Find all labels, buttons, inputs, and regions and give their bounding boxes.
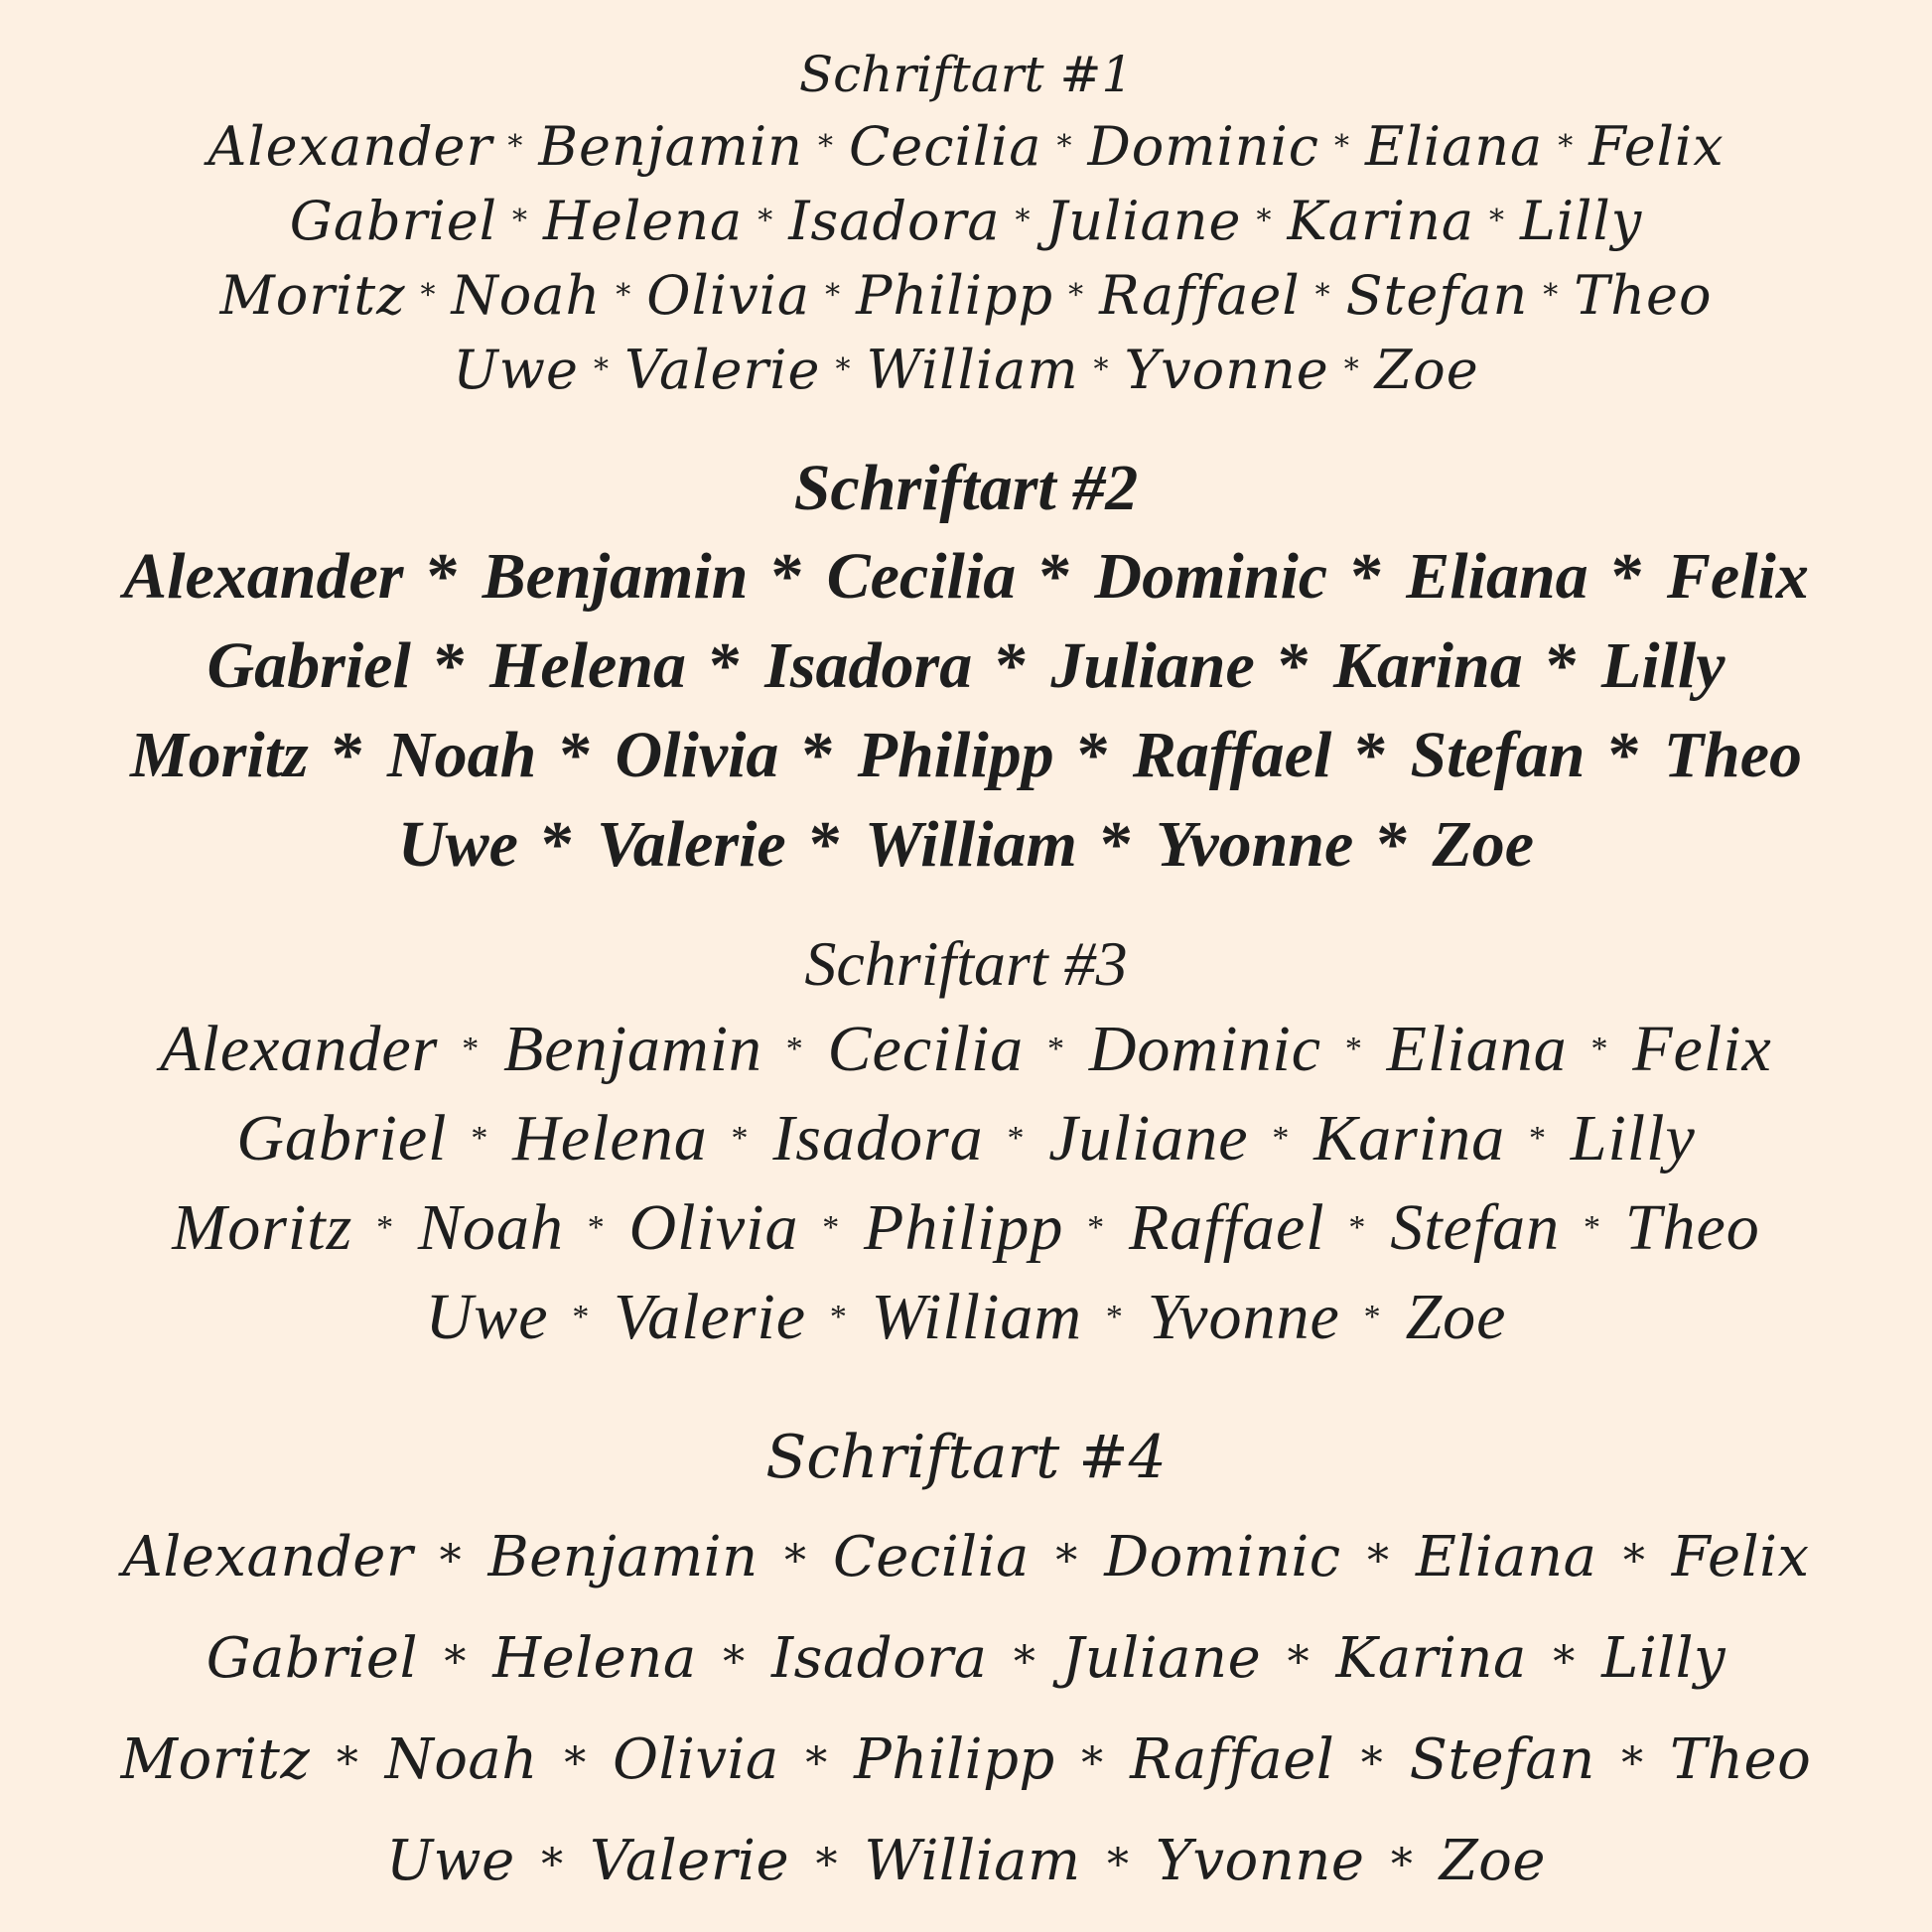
name-sample: Karina — [1335, 1626, 1527, 1691]
separator-asterisk: * — [444, 1637, 467, 1688]
name-line — [0, 1005, 1932, 1094]
name-sample: Valerie — [597, 808, 786, 881]
name-sample: Isadora — [772, 1102, 984, 1174]
name-line — [0, 1273, 1932, 1362]
name-sample: Gabriel — [207, 629, 411, 702]
separator-asterisk: * — [1277, 629, 1311, 702]
separator-asterisk: * — [1360, 1738, 1384, 1789]
name-sample: Philipp — [856, 264, 1054, 327]
name-sample: Valerie — [623, 339, 821, 401]
name-sample: Olivia — [646, 264, 811, 327]
name-sample: Stefan — [1409, 1727, 1595, 1792]
separator-asterisk: * — [1545, 629, 1579, 702]
separator-asterisk: * — [770, 540, 804, 613]
separator-asterisk: * — [822, 1209, 841, 1246]
name-sample: Yvonne — [1155, 1829, 1365, 1893]
separator-asterisk: * — [1363, 1299, 1382, 1335]
name-sample: Helena — [512, 1102, 708, 1174]
name-sample: Lilly — [1601, 1626, 1726, 1691]
font-section-heading: Schriftart #3 — [804, 928, 1128, 999]
separator-asterisk: * — [1272, 1120, 1291, 1157]
name-line — [0, 1811, 1932, 1912]
name-sample: Olivia — [613, 1727, 779, 1792]
name-line — [0, 1507, 1932, 1608]
name-lines — [0, 1005, 1932, 1362]
separator-asterisk: * — [1081, 1738, 1104, 1789]
separator-asterisk: * — [462, 1031, 481, 1067]
font-section-4 — [0, 1408, 1932, 1912]
name-sample: Benjamin — [502, 1013, 762, 1085]
separator-asterisk: * — [540, 808, 574, 881]
name-lines — [0, 532, 1932, 890]
font-section-heading: Schriftart #2 — [793, 452, 1139, 524]
separator-asterisk: * — [784, 1536, 807, 1587]
separator-asterisk: * — [564, 1738, 587, 1789]
separator-asterisk: * — [825, 278, 842, 313]
separator-asterisk: * — [433, 629, 467, 702]
name-sample: Moritz — [120, 1727, 311, 1792]
separator-asterisk: * — [1068, 278, 1085, 313]
separator-asterisk: * — [541, 1840, 564, 1890]
name-sample: Theo — [1624, 1191, 1760, 1264]
name-sample: Benjamin — [482, 540, 749, 613]
separator-asterisk: * — [1621, 1738, 1644, 1789]
name-sample: Zoe — [1432, 808, 1535, 881]
name-line — [0, 532, 1932, 621]
name-sample: Felix — [1632, 1013, 1772, 1085]
separator-asterisk: * — [1076, 719, 1110, 791]
separator-asterisk: * — [815, 1840, 838, 1890]
name-sample: Benjamin — [538, 115, 803, 178]
name-sample: Helena — [542, 190, 744, 252]
separator-asterisk: * — [1099, 808, 1133, 881]
name-sample: Karina — [1287, 190, 1475, 252]
separator-asterisk: * — [785, 1031, 804, 1067]
separator-asterisk: * — [1350, 540, 1384, 613]
name-sample: Juliane — [1048, 1102, 1249, 1174]
name-sample: Zoe — [1439, 1829, 1547, 1893]
name-sample: Moritz — [129, 719, 309, 791]
name-sample: Moritz — [172, 1191, 353, 1264]
name-sample: Uwe — [397, 808, 518, 881]
name-sample: Philipp — [857, 719, 1054, 791]
separator-asterisk: * — [758, 204, 774, 238]
separator-asterisk: * — [731, 1120, 750, 1157]
separator-asterisk: * — [801, 719, 835, 791]
separator-asterisk: * — [1344, 1031, 1363, 1067]
separator-asterisk: * — [1367, 1536, 1390, 1587]
name-line — [0, 1710, 1932, 1811]
separator-asterisk: * — [1055, 1536, 1078, 1587]
name-sample: Yvonne — [1156, 808, 1354, 881]
name-sample: Valerie — [590, 1829, 790, 1893]
font-section-heading: Schriftart #4 — [765, 1423, 1167, 1492]
name-sample: Lilly — [1570, 1102, 1696, 1174]
name-sample: Karina — [1313, 1102, 1506, 1174]
separator-asterisk: * — [1583, 1209, 1601, 1246]
name-sample: Juliane — [1050, 629, 1255, 702]
separator-asterisk: * — [1007, 1120, 1026, 1157]
separator-asterisk: * — [616, 278, 632, 313]
separator-asterisk: * — [1622, 1536, 1646, 1587]
separator-asterisk: * — [1489, 204, 1506, 238]
name-sample: Eliana — [1406, 540, 1588, 613]
name-sample: Stefan — [1345, 264, 1529, 327]
separator-asterisk: * — [1334, 129, 1351, 164]
separator-asterisk: * — [1528, 1120, 1547, 1157]
separator-asterisk: * — [1553, 1637, 1576, 1688]
name-sample: Lilly — [1600, 629, 1725, 702]
separator-asterisk: * — [1314, 278, 1331, 313]
name-sample: Cecilia — [832, 1525, 1030, 1589]
separator-asterisk: * — [829, 1299, 848, 1335]
name-sample: Philipp — [854, 1727, 1055, 1792]
name-sample: Gabriel — [289, 190, 497, 252]
separator-asterisk: * — [1348, 1209, 1367, 1246]
name-sample: William — [871, 1281, 1083, 1353]
name-sample: Olivia — [628, 1191, 799, 1264]
name-sample: Eliana — [1365, 115, 1544, 178]
separator-asterisk: * — [709, 629, 743, 702]
name-line — [0, 258, 1932, 333]
name-sample: Noah — [451, 264, 602, 327]
name-lines — [0, 109, 1932, 407]
name-sample: Helena — [488, 629, 686, 702]
name-sample: Theo — [1574, 264, 1713, 327]
separator-asterisk: * — [1087, 1209, 1106, 1246]
separator-asterisk: * — [1287, 1637, 1311, 1688]
name-sample: Gabriel — [236, 1102, 448, 1174]
separator-asterisk: * — [587, 1209, 606, 1246]
separator-asterisk: * — [559, 719, 593, 791]
separator-asterisk: * — [1093, 352, 1110, 387]
name-sample: Felix — [1671, 1525, 1810, 1589]
name-sample: Eliana — [1415, 1525, 1597, 1589]
name-line — [0, 1183, 1932, 1273]
name-line — [0, 184, 1932, 258]
separator-asterisk: * — [1376, 808, 1410, 881]
name-sample: Alexander — [122, 1525, 414, 1589]
name-sample: Juliane — [1061, 1626, 1262, 1691]
separator-asterisk: * — [1543, 278, 1560, 313]
name-sample: Yvonne — [1124, 339, 1329, 401]
name-sample: Uwe — [453, 339, 579, 401]
font-section-heading: Schriftart #1 — [798, 46, 1134, 103]
separator-asterisk: * — [376, 1209, 395, 1246]
name-sample: Karina — [1332, 629, 1523, 702]
separator-asterisk: * — [1105, 1299, 1124, 1335]
name-sample: Juliane — [1045, 190, 1242, 252]
name-sample: Raffael — [1130, 1727, 1335, 1792]
name-sample: Gabriel — [206, 1626, 418, 1691]
separator-asterisk: * — [1046, 1031, 1065, 1067]
name-line — [0, 333, 1932, 407]
name-sample: Moritz — [219, 264, 406, 327]
name-line — [0, 711, 1932, 800]
name-sample: William — [866, 339, 1079, 401]
separator-asterisk: * — [805, 1738, 828, 1789]
name-sample: Alexander — [123, 540, 404, 613]
separator-asterisk: * — [1558, 129, 1575, 164]
separator-asterisk: * — [511, 204, 528, 238]
name-sample: Stefan — [1390, 1191, 1561, 1264]
name-sample: Felix — [1588, 115, 1725, 178]
name-line — [0, 1608, 1932, 1710]
separator-asterisk: * — [1390, 1840, 1414, 1890]
separator-asterisk: * — [420, 278, 437, 313]
name-sample: Noah — [386, 719, 537, 791]
name-sample: Yvonne — [1147, 1281, 1340, 1353]
name-sample: Theo — [1670, 1727, 1812, 1792]
name-lines — [0, 1507, 1932, 1912]
separator-asterisk: * — [507, 129, 524, 164]
separator-asterisk: * — [1038, 540, 1072, 613]
separator-asterisk: * — [331, 719, 364, 791]
name-sample: Raffael — [1132, 719, 1332, 791]
name-sample: Stefan — [1410, 719, 1586, 791]
separator-asterisk: * — [439, 1536, 463, 1587]
font-section-2 — [0, 445, 1932, 890]
name-sample: Zoe — [1374, 339, 1479, 401]
name-sample: Isadora — [764, 629, 973, 702]
font-section-1 — [0, 40, 1932, 407]
name-sample: Isadora — [771, 1626, 988, 1691]
name-sample: Noah — [384, 1727, 538, 1792]
name-sample: Dominic — [1104, 1525, 1341, 1589]
name-sample: Dominic — [1088, 1013, 1322, 1085]
name-sample: Philipp — [864, 1191, 1064, 1264]
name-sample: Noah — [417, 1191, 564, 1264]
separator-asterisk: * — [471, 1120, 489, 1157]
separator-asterisk: * — [1607, 719, 1641, 791]
separator-asterisk: * — [1056, 129, 1073, 164]
name-sample: Raffael — [1128, 1191, 1325, 1264]
name-line — [0, 1094, 1932, 1183]
name-sample: Helena — [492, 1626, 697, 1691]
separator-asterisk: * — [1610, 540, 1644, 613]
separator-asterisk: * — [1106, 1840, 1130, 1890]
name-sample: Cecilia — [827, 1013, 1025, 1085]
separator-asterisk: * — [1590, 1031, 1609, 1067]
separator-asterisk: * — [1343, 352, 1360, 387]
name-sample: Valerie — [614, 1281, 807, 1353]
separator-asterisk: * — [808, 808, 842, 881]
name-sample: Raffael — [1099, 264, 1301, 327]
separator-asterisk: * — [995, 629, 1029, 702]
name-sample: Zoe — [1405, 1281, 1507, 1353]
name-sample: Olivia — [615, 719, 779, 791]
name-sample: Uwe — [385, 1829, 515, 1893]
separator-asterisk: * — [593, 352, 610, 387]
name-sample: Uwe — [425, 1281, 549, 1353]
name-sample: William — [864, 808, 1077, 881]
name-sample: Eliana — [1386, 1013, 1568, 1085]
name-line — [0, 109, 1932, 184]
name-sample: Cecilia — [826, 540, 1017, 613]
separator-asterisk: * — [1354, 719, 1388, 791]
font-section-3 — [0, 923, 1932, 1362]
name-sample: Lilly — [1520, 190, 1643, 252]
name-sample: Theo — [1663, 719, 1803, 791]
separator-asterisk: * — [817, 129, 834, 164]
separator-asterisk: * — [1013, 1637, 1036, 1688]
name-sample: Isadora — [788, 190, 1001, 252]
name-sample: Cecilia — [848, 115, 1042, 178]
name-sample: Felix — [1666, 540, 1809, 613]
name-sample: William — [864, 1829, 1081, 1893]
name-sample: Dominic — [1094, 540, 1328, 613]
separator-asterisk: * — [426, 540, 460, 613]
separator-asterisk: * — [835, 352, 852, 387]
separator-asterisk: * — [723, 1637, 746, 1688]
name-line — [0, 800, 1932, 890]
name-sample: Alexander — [207, 115, 493, 178]
name-line — [0, 621, 1932, 711]
name-sample: Benjamin — [487, 1525, 759, 1589]
name-sample: Dominic — [1087, 115, 1320, 178]
separator-asterisk: * — [1256, 204, 1273, 238]
separator-asterisk: * — [1015, 204, 1032, 238]
separator-asterisk: * — [572, 1299, 591, 1335]
name-sample: Alexander — [160, 1013, 439, 1085]
separator-asterisk: * — [336, 1738, 359, 1789]
